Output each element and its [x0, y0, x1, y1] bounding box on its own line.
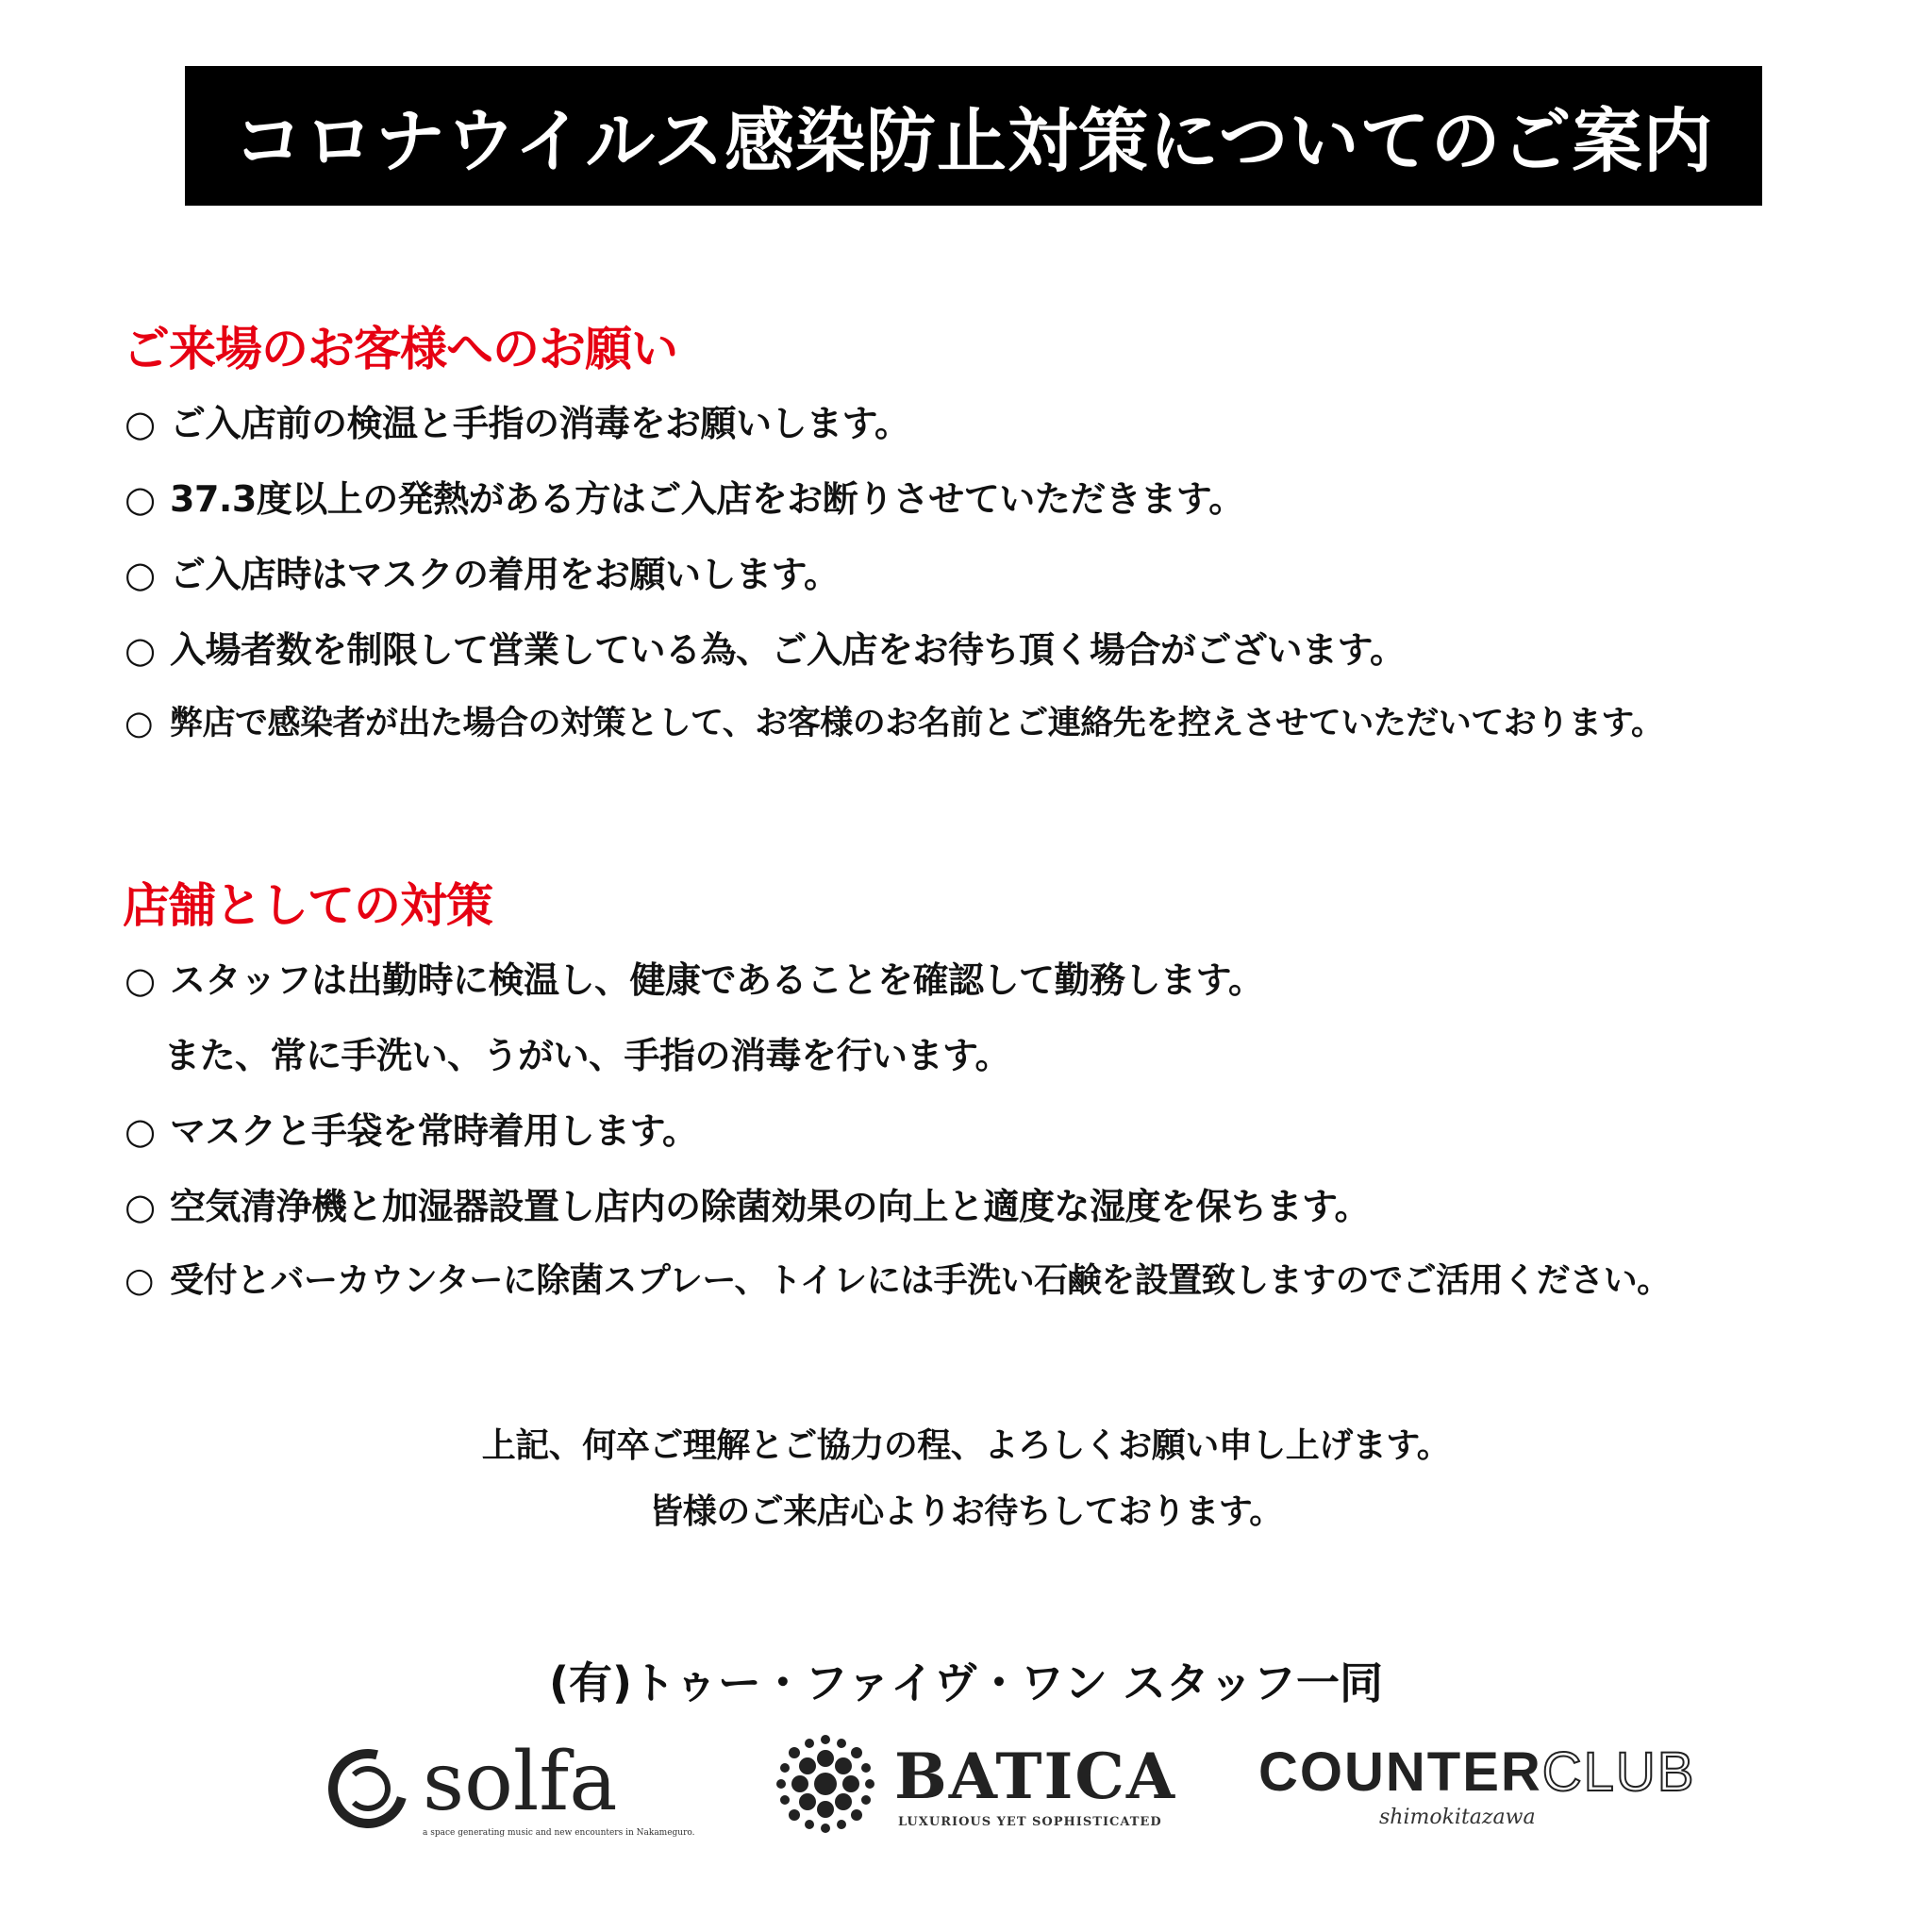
page-title: コロナウイルス感染防止対策についてのご案内 — [233, 101, 1714, 182]
closing-line: 上記、何卒ご理解とご協力の程、よろしくお願い申し上げます。 — [481, 1426, 1451, 1465]
list-item — [125, 1110, 698, 1152]
club-word: CLUB — [1541, 1741, 1696, 1803]
circle-bullet-icon: ○ — [125, 403, 156, 444]
list-item-text: マスクと手袋を常時着用します。 — [170, 1110, 698, 1152]
list-item-text: 入場者数を制限して営業している為、ご入店をお待ち頂く場合がございます。 — [170, 629, 1406, 671]
counter-word: COUNTER — [1258, 1741, 1542, 1803]
list-item — [125, 478, 1244, 520]
counter-club-logo — [1258, 1741, 1696, 1849]
list-item-text: ご入店前の検温と手指の消毒をお願いします。 — [170, 403, 910, 444]
counter-club-wordmark — [1258, 1741, 1696, 1803]
list-item — [125, 705, 1664, 742]
list-item-text: 弊店で感染者が出た場合の対策として、お客様のお名前とご連絡先を控えさせていただいております。 — [170, 705, 1664, 742]
list-item — [125, 1261, 1671, 1300]
list-item-text: 受付とバーカウンターに除菌スプレー、トイレには手洗い石鹸を設置致しますのでご活用ください。 — [170, 1261, 1671, 1300]
list-item-text: 37.3度以上の発熱がある方はご入店をお断りさせていただきます。 — [170, 478, 1244, 520]
signature: (有)トゥー・ファイヴ・ワン スタッフ一同 — [549, 1657, 1383, 1708]
list-item — [125, 1186, 1370, 1227]
circle-bullet-icon: ○ — [125, 959, 156, 1001]
list-item-text: スタッフは出勤時に検温し、健康であることを確認して勤務します。 — [170, 959, 1264, 1001]
circle-bullet-icon: ○ — [125, 1110, 156, 1152]
solfa-wordmark: solfa — [423, 1735, 618, 1829]
circle-bullet-icon: ○ — [125, 478, 156, 520]
list-item-text: ご入店時はマスクの着用をお願いします。 — [170, 554, 840, 595]
title-banner — [185, 66, 1762, 206]
section-heading-store-measures: 店舗としての対策 — [123, 878, 492, 933]
list-item — [125, 959, 1264, 1001]
solfa-tagline: a space generating music and new encounters in Nakameguro. — [423, 1828, 695, 1838]
circle-bullet-icon: ○ — [125, 1186, 156, 1227]
list-item-text: 空気清浄機と加湿器設置し店内の除菌効果の向上と適度な湿度を保ちます。 — [170, 1186, 1370, 1227]
circle-bullet-icon: ○ — [125, 705, 154, 742]
list-item — [125, 629, 1406, 671]
circle-bullet-icon: ○ — [125, 1261, 154, 1300]
list-item — [125, 554, 840, 595]
batica-logo — [774, 1732, 1177, 1845]
circle-bullet-icon: ○ — [125, 629, 156, 671]
solfa-ring-inner-icon — [345, 1766, 391, 1811]
batica-wordmark: BATICA — [894, 1740, 1177, 1813]
section-heading-customer-requests: ご来場のお客様へのお願い — [123, 322, 677, 376]
closing-line: 皆様のご来店心よりお待ちしております。 — [649, 1492, 1283, 1531]
list-item — [125, 403, 910, 444]
batica-dots-icon — [774, 1732, 877, 1836]
list-item — [164, 1035, 1010, 1076]
list-item-text: また、常に手洗い、うがい、手指の消毒を行います。 — [164, 1035, 1010, 1076]
solfa-logo — [328, 1735, 695, 1845]
batica-tagline: LUXURIOUS YET SOPHISTICATED — [898, 1815, 1162, 1829]
circle-bullet-icon: ○ — [125, 554, 156, 595]
counter-club-script: shimokitazawa — [1379, 1806, 1536, 1829]
